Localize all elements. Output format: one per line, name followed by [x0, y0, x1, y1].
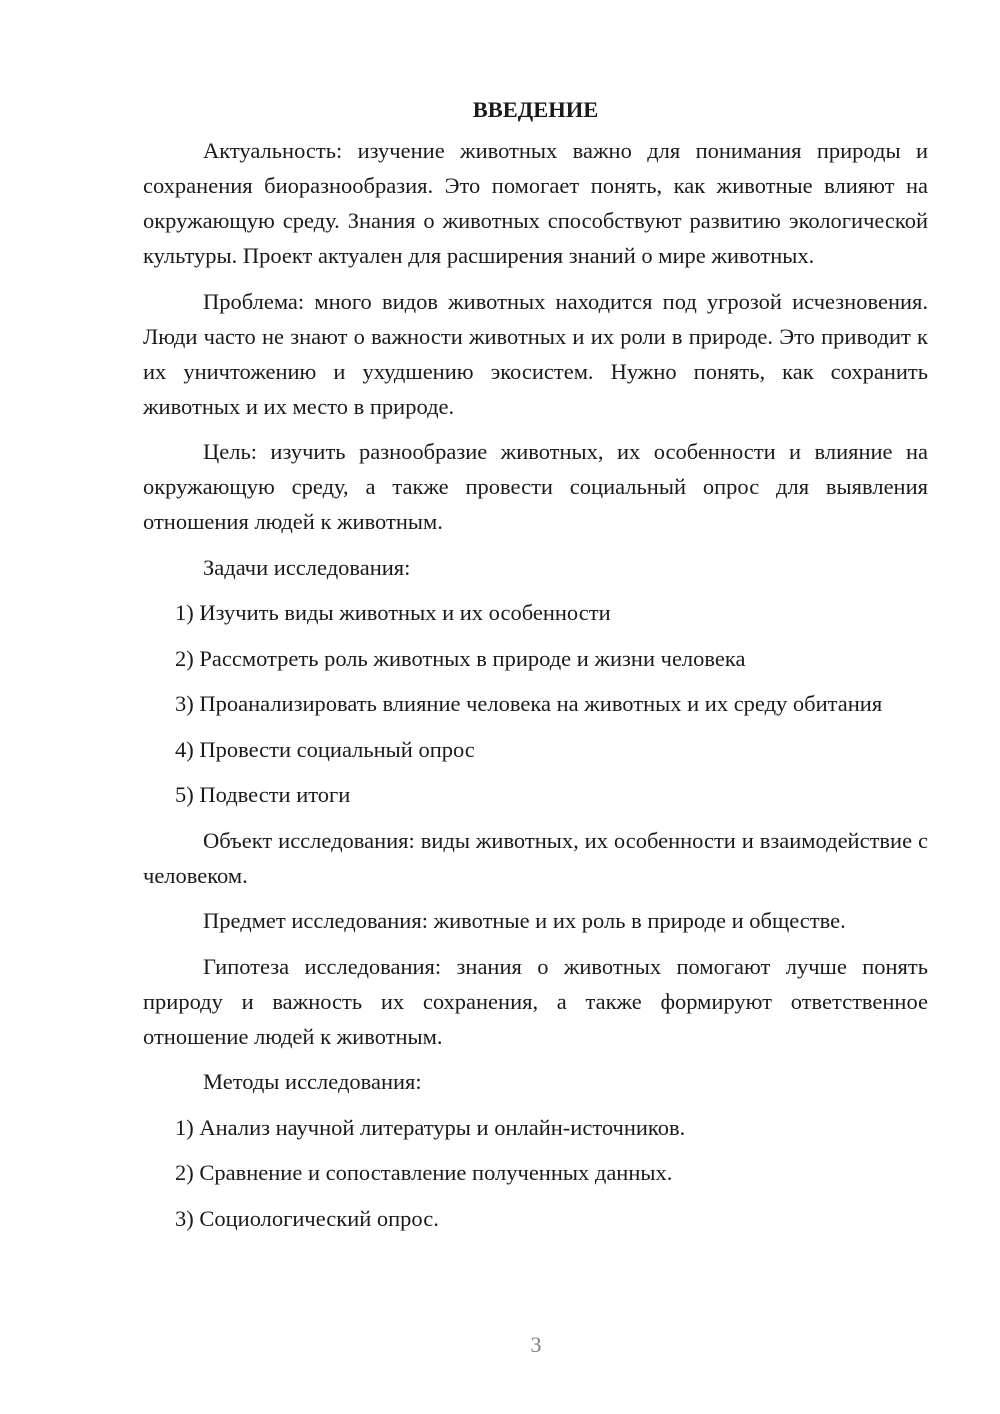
page-content — [143, 92, 928, 1246]
relevance-paragraph: Актуальность: изучение животных важно для понимания природы и сохранения биоразнообразия. Это помогает понять, как животные влияют на окружающую среду. Знания о животных способствуют развитию экологической культуры. Проект актуален для расширения знаний о мире животных. — [143, 138, 928, 268]
task-item: 1) Изучить виды животных и их особенности — [175, 600, 611, 625]
methods-heading: Методы исследования: — [203, 1069, 422, 1094]
goal-paragraph: Цель: изучить разнообразие животных, их особенности и влияние на окружающую среду, а также провести социальный опрос для выявления отношения людей к животным. — [143, 439, 928, 534]
task-item: 2) Рассмотреть роль животных в природе и жизни человека — [175, 645, 746, 671]
problem-paragraph: Проблема: много видов животных находится под угрозой исчезновения. Люди часто не знают о важности животных и их роли в природе. Это приводит к их уничтожению и ухудшению экосистем. Нужно понять, как сохранить животных и их место в природе. — [143, 288, 928, 419]
task-item: 3) Проанализировать влияние человека на животных и их среду обитания — [175, 691, 883, 716]
object-paragraph: Объект исследования: виды животных, их особенности и взаимодействие с человеком. — [143, 827, 928, 888]
task-item: 4) Провести социальный опрос — [175, 736, 475, 762]
method-item: 3) Социологический опрос. — [175, 1205, 439, 1231]
method-item: 1) Анализ научной литературы и онлайн-источников. — [175, 1114, 686, 1140]
page-title: ВВЕДЕНИЕ — [472, 97, 599, 122]
page-number: 3 — [530, 1332, 542, 1357]
hypothesis-paragraph: Гипотеза исследования: знания о животных помогают лучше понять природу и важность их сохранения, а также формируют ответственное отношение людей к животным. — [143, 953, 928, 1049]
subject-paragraph: Предмет исследования: животные и их роль в природе и обществе. — [203, 908, 846, 933]
tasks-heading: Задачи исследования: — [203, 554, 411, 580]
method-item: 2) Сравнение и сопоставление полученных данных. — [175, 1160, 673, 1185]
task-item: 5) Подвести итоги — [175, 782, 351, 807]
